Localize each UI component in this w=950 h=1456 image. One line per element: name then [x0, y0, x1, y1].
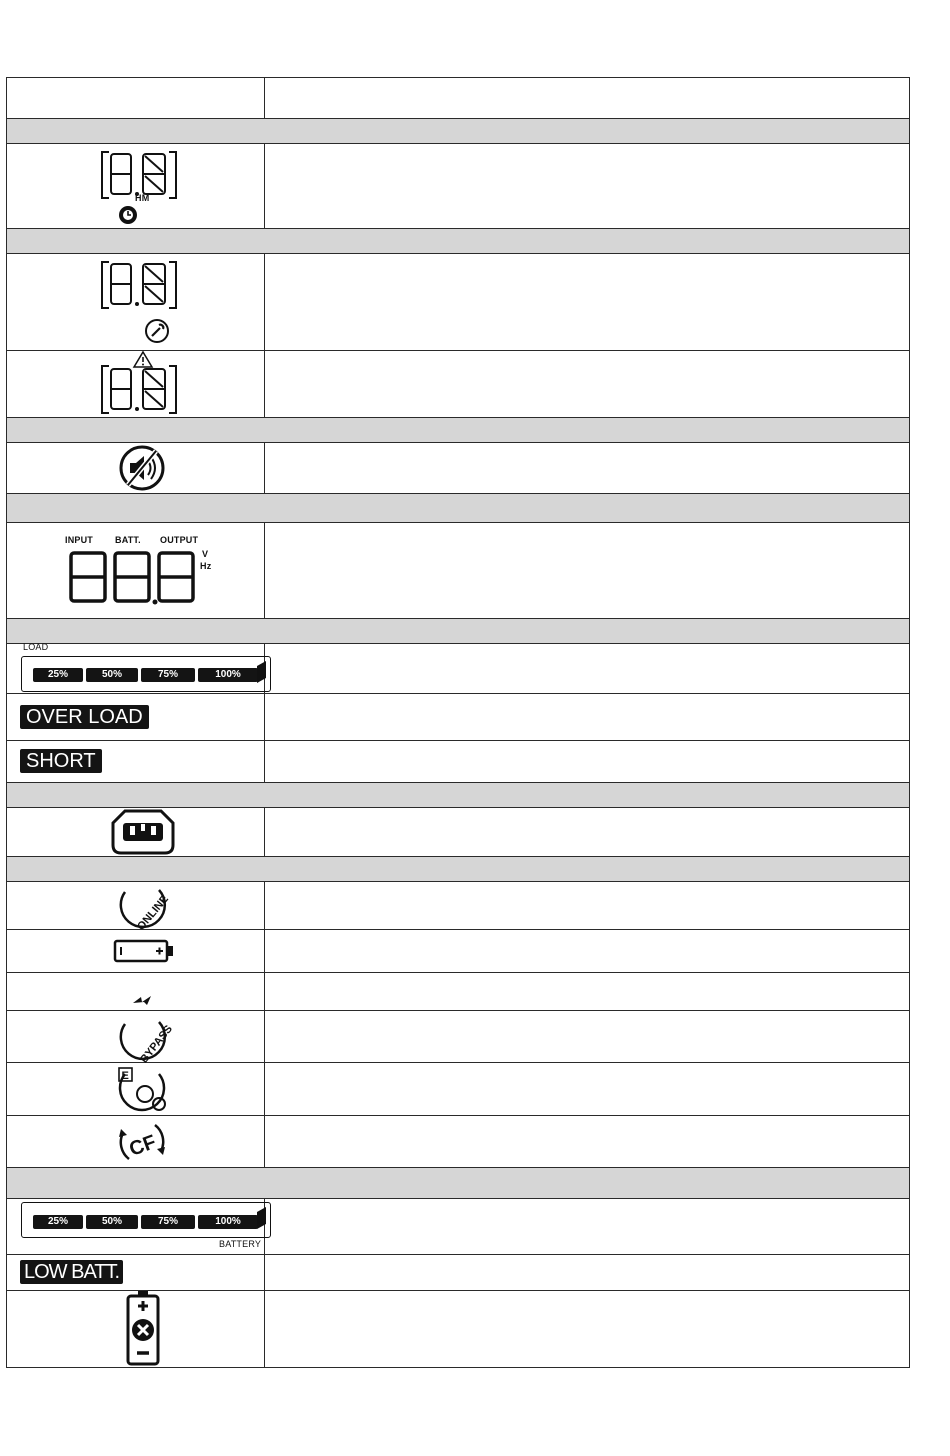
- two-digit-display-icon: [99, 363, 179, 417]
- section-row: [7, 783, 910, 808]
- mute-row: [7, 443, 910, 494]
- header-cell-icon: [7, 78, 265, 119]
- power-outlet-icon: [111, 809, 175, 855]
- low-battery-badge: LOW BATT.: [20, 1260, 123, 1284]
- lcd-legend-table: [6, 77, 910, 1368]
- bypass-mode-label: BYPASS: [138, 1023, 175, 1066]
- fault-code-row: [7, 254, 910, 351]
- timer-row: [7, 144, 910, 229]
- bypass-mode-row: [7, 1011, 910, 1063]
- short-circuit-badge: SHORT: [20, 749, 102, 773]
- load-level-75: 75%: [141, 668, 195, 682]
- battery-fault-icon: [125, 1291, 161, 1367]
- bar-end-cap-icon: [257, 661, 267, 683]
- section-row: [7, 1168, 910, 1199]
- hertz-unit-label: Hz: [200, 561, 212, 571]
- batt-label: BATT.: [115, 535, 141, 545]
- battery-level-50: 50%: [86, 1215, 138, 1229]
- battery-level-75: 75%: [141, 1215, 195, 1229]
- header-row: [7, 78, 910, 119]
- header-cell-desc: [265, 78, 910, 119]
- bar-end-cap-icon: [257, 1207, 267, 1229]
- eco-mode-row: [7, 1063, 910, 1116]
- load-level-25: 25%: [33, 668, 83, 682]
- battery-level-100: 100%: [198, 1215, 258, 1229]
- volt-unit-label: V: [202, 549, 209, 559]
- load-level-row: [7, 644, 910, 694]
- battery-level-25: 25%: [33, 1215, 83, 1229]
- bypass-mode-icon: [115, 1012, 175, 1066]
- clock-icon: [117, 204, 139, 226]
- lightning-icon: [131, 993, 155, 1009]
- converter-mode-row: [7, 1116, 910, 1168]
- section-row: [7, 494, 910, 523]
- output-label: OUTPUT: [160, 535, 199, 545]
- three-digit-display-icon: [67, 549, 197, 609]
- load-label: LOAD: [23, 642, 49, 652]
- input-label: INPUT: [65, 535, 93, 545]
- battery-label: BATTERY: [219, 1239, 262, 1249]
- section-row: [7, 619, 910, 644]
- short-row: [7, 741, 910, 783]
- battery-fault-row: [7, 1291, 910, 1368]
- section-row: [7, 229, 910, 254]
- warning-code-row: [7, 351, 910, 418]
- mute-speaker-icon: [118, 445, 166, 491]
- load-level-100: 100%: [198, 668, 258, 682]
- low-battery-row: [7, 1255, 910, 1291]
- converter-mode-label: CF: [126, 1131, 160, 1161]
- voltage-display-row: [7, 523, 910, 619]
- converter-mode-icon: [115, 1117, 169, 1167]
- eco-mode-icon: [115, 1064, 169, 1114]
- online-mode-label: ONLINE: [135, 893, 172, 933]
- battery-level-row: [7, 1199, 910, 1255]
- two-digit-display-icon: [99, 258, 179, 314]
- battery-mode-icon: [113, 938, 175, 964]
- section-row: [7, 418, 910, 443]
- outlet-row: [7, 808, 910, 857]
- eco-mode-label: E: [121, 1070, 129, 1082]
- section-row: [7, 857, 910, 882]
- load-level-50: 50%: [86, 668, 138, 682]
- overload-badge: OVER LOAD: [20, 705, 149, 729]
- battery-mode-row: [7, 930, 910, 973]
- wrench-icon: [144, 318, 170, 344]
- online-mode-row: [7, 882, 910, 930]
- section-row: [7, 119, 910, 144]
- timer-unit-label: HM: [135, 193, 150, 203]
- charging-row: [7, 973, 910, 1011]
- online-mode-icon: [115, 882, 172, 933]
- overload-row: [7, 694, 910, 741]
